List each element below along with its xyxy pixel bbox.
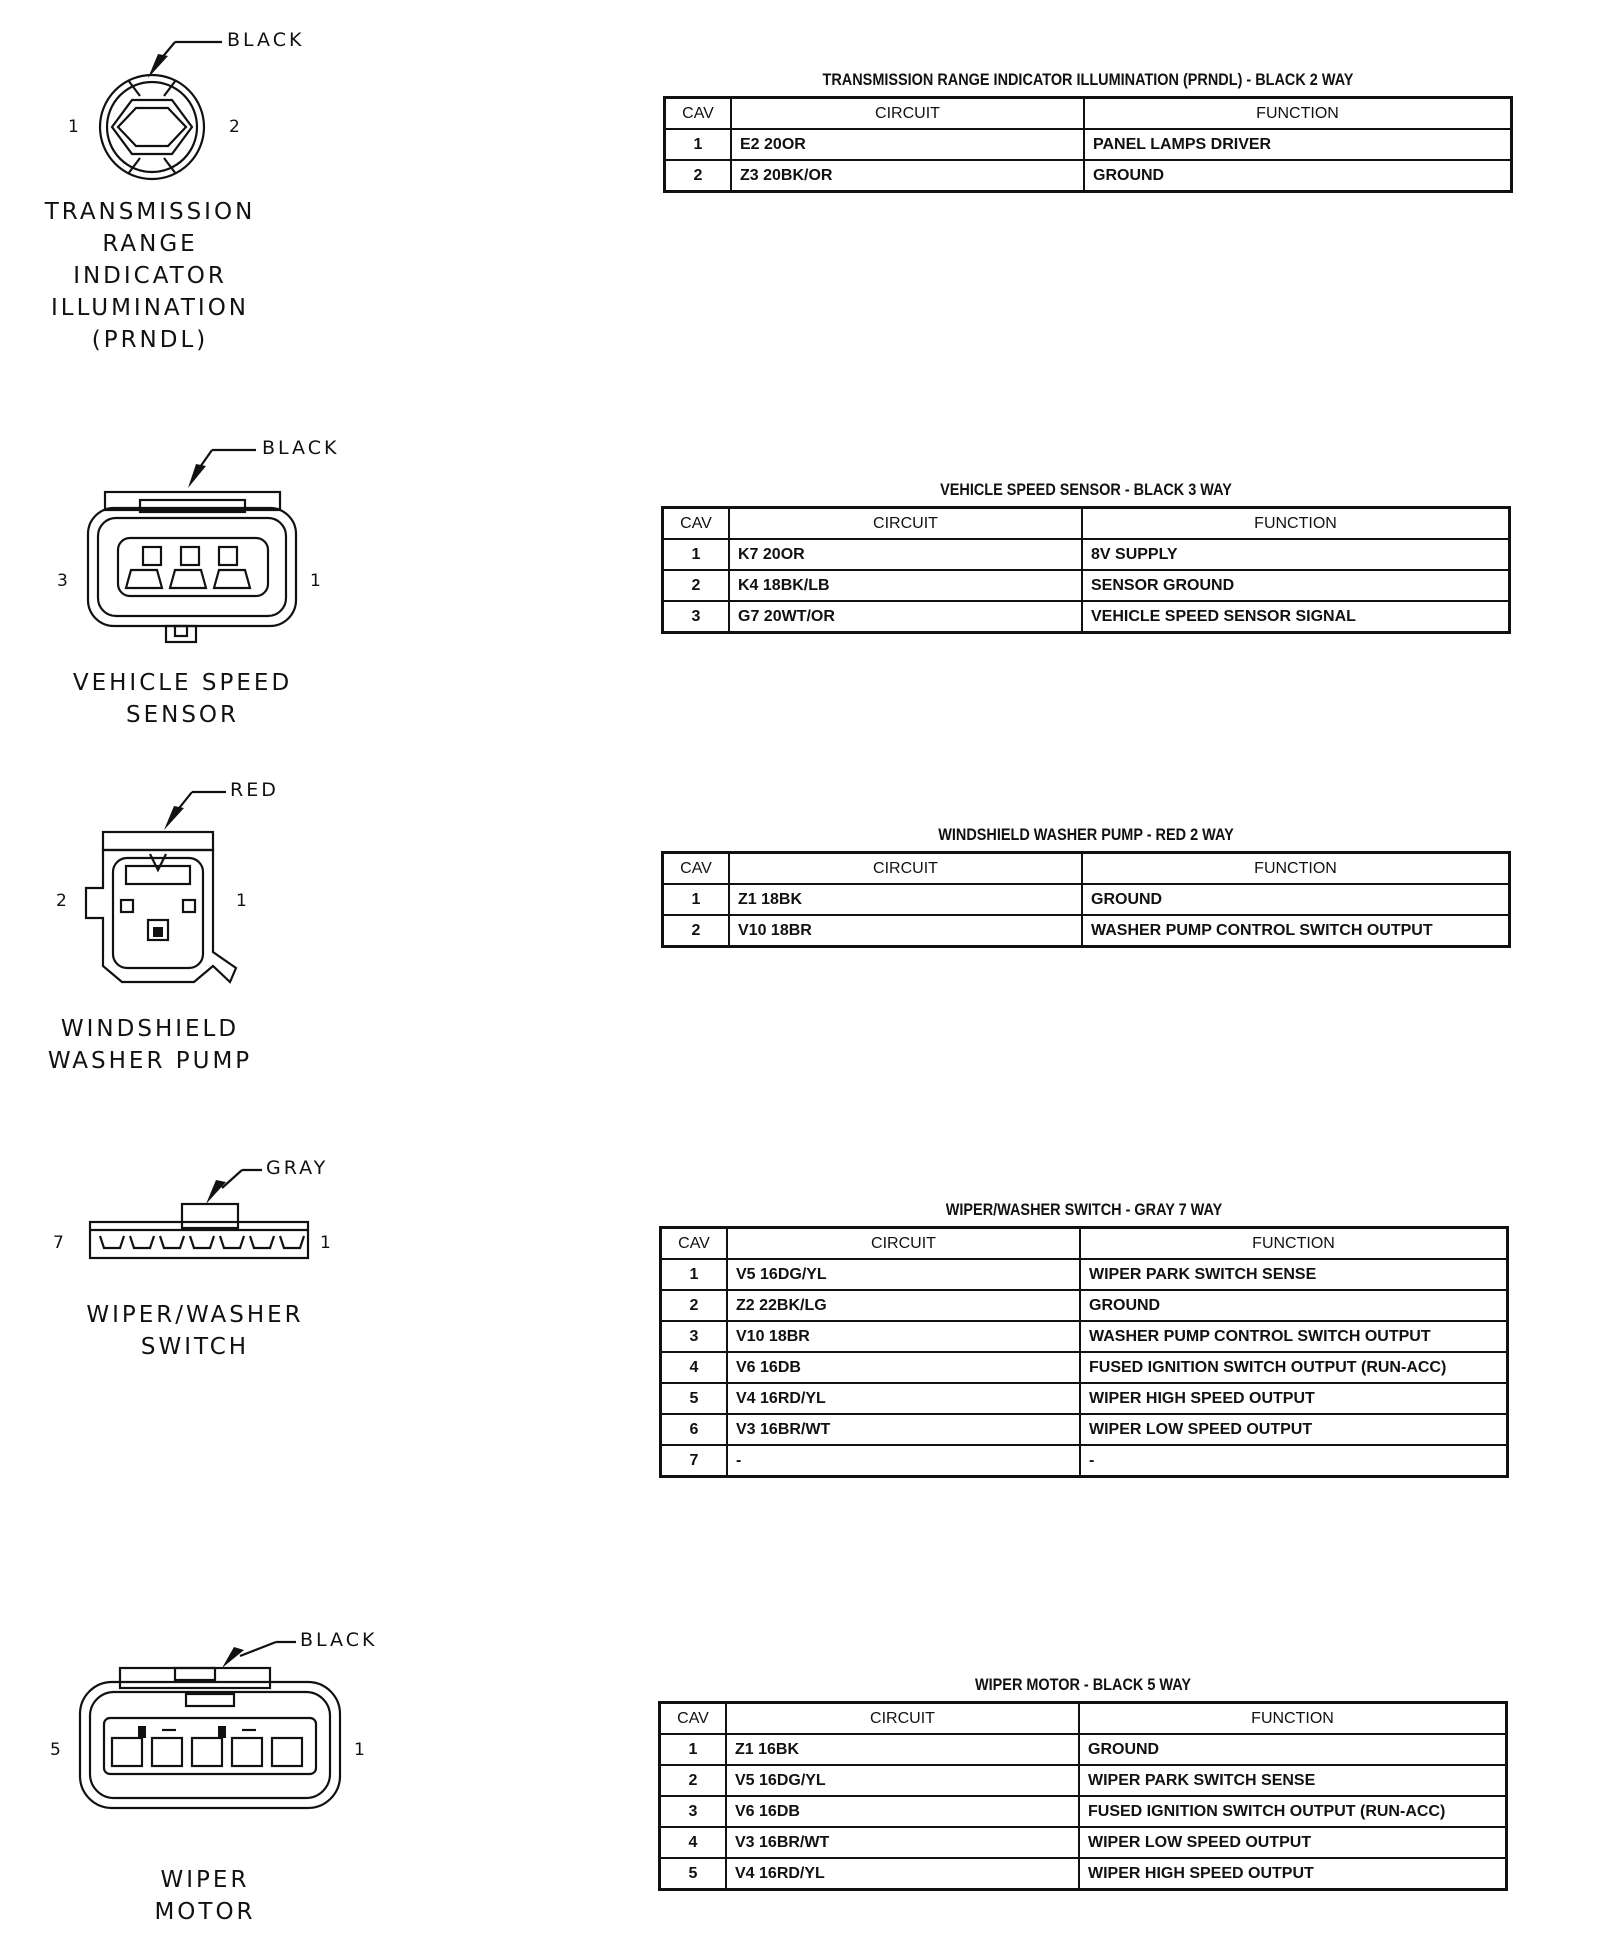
header-circuit: CIRCUIT — [726, 1703, 1079, 1735]
wiper-motor-pin-right: 1 — [354, 1740, 365, 1760]
table-row — [663, 884, 1510, 915]
table-row — [665, 129, 1512, 160]
cell-cav: 2 — [663, 570, 730, 601]
cell-circuit: V5 16DG/YL — [727, 1259, 1080, 1290]
wiper-switch-pin-left: 7 — [53, 1233, 64, 1253]
header-function: FUNCTION — [1084, 98, 1512, 130]
header-function: FUNCTION — [1082, 853, 1510, 885]
header-function: FUNCTION — [1080, 1228, 1508, 1260]
cell-function: WIPER LOW SPEED OUTPUT — [1080, 1414, 1508, 1445]
vss-color-label: BLACK — [262, 437, 340, 459]
vss-connector-name: VEHICLE SPEED SENSOR — [72, 670, 293, 728]
cell-cav: 3 — [660, 1796, 727, 1827]
cell-function: PANEL LAMPS DRIVER — [1084, 129, 1512, 160]
table-row — [661, 1352, 1508, 1383]
header-circuit: CIRCUIT — [727, 1228, 1080, 1260]
cell-circuit: E2 20OR — [731, 129, 1084, 160]
connector-drawing-wiperswitch — [0, 1140, 400, 1400]
header-circuit: CIRCUIT — [729, 853, 1082, 885]
cell-cav: 1 — [660, 1734, 727, 1765]
wiper-motor-table-block — [658, 1675, 1508, 1891]
table-row — [661, 1414, 1508, 1445]
washer-pump-table-block — [661, 825, 1511, 948]
table-row — [661, 1259, 1508, 1290]
wiper-motor-pin-left: 5 — [50, 1740, 61, 1760]
connector-drawing-vss — [0, 420, 400, 750]
cell-circuit: V6 16DB — [726, 1796, 1079, 1827]
cell-circuit: V10 18BR — [729, 915, 1082, 947]
wiper-switch-table-block — [659, 1200, 1509, 1478]
table-row — [660, 1858, 1507, 1890]
table-row — [660, 1765, 1507, 1796]
connector-section-vss — [0, 420, 1600, 750]
washer-pump-pinout-table — [661, 851, 1511, 948]
prndl-pin-left: 1 — [68, 117, 79, 137]
prndl-table-title: TRANSMISSION RANGE INDICATOR ILLUMINATION (PRNDL) - BLACK 2 WAY — [822, 70, 1354, 89]
wiper-switch-connector-name: WIPER/WASHER SWITCH — [86, 1302, 304, 1360]
wiper-switch-table-title: WIPER/WASHER SWITCH - GRAY 7 WAY — [945, 1200, 1223, 1219]
wiper-motor-color-label: BLACK — [300, 1629, 378, 1651]
connector-drawing-prndl — [0, 0, 400, 380]
cell-circuit: Z1 16BK — [726, 1734, 1079, 1765]
cell-cav: 5 — [661, 1383, 728, 1414]
cell-circuit: K7 20OR — [729, 539, 1082, 570]
cell-cav: 3 — [663, 601, 730, 633]
cell-function: WASHER PUMP CONTROL SWITCH OUTPUT — [1082, 915, 1510, 947]
cell-cav: 1 — [663, 539, 730, 570]
vss-pin-left: 3 — [57, 571, 68, 591]
washer-pump-pin-left: 2 — [56, 891, 67, 911]
cell-cav: 2 — [661, 1290, 728, 1321]
connector-drawing-wipermotor — [0, 1610, 400, 1956]
connector-section-washer — [0, 770, 1600, 1100]
cell-function: WIPER PARK SWITCH SENSE — [1080, 1259, 1508, 1290]
prndl-pinout-table — [663, 96, 1513, 193]
cell-cav: 1 — [665, 129, 732, 160]
connector-drawing-washer — [0, 770, 400, 1100]
cell-circuit: K4 18BK/LB — [729, 570, 1082, 601]
table-row — [661, 1445, 1508, 1477]
header-cav: CAV — [665, 98, 732, 130]
cell-cav: 2 — [663, 915, 730, 947]
cell-circuit: V10 18BR — [727, 1321, 1080, 1352]
header-cav: CAV — [663, 508, 730, 540]
cell-circuit: V6 16DB — [727, 1352, 1080, 1383]
cell-cav: 4 — [661, 1352, 728, 1383]
cell-circuit: V3 16BR/WT — [726, 1827, 1079, 1858]
cell-circuit: V4 16RD/YL — [727, 1383, 1080, 1414]
prndl-table-block — [663, 70, 1513, 193]
header-circuit: CIRCUIT — [729, 508, 1082, 540]
cell-cav: 6 — [661, 1414, 728, 1445]
header-circuit: CIRCUIT — [731, 98, 1084, 130]
header-cav: CAV — [661, 1228, 728, 1260]
wiper-switch-color-label: GRAY — [266, 1157, 329, 1179]
table-row — [660, 1827, 1507, 1858]
cell-circuit: G7 20WT/OR — [729, 601, 1082, 633]
table-row — [660, 1734, 1507, 1765]
table-row — [665, 160, 1512, 192]
cell-function: 8V SUPPLY — [1082, 539, 1510, 570]
connector-section-wiperswitch — [0, 1140, 1600, 1560]
wiper-motor-pinout-table — [658, 1701, 1508, 1891]
vss-table-block — [661, 480, 1511, 634]
cell-function: SENSOR GROUND — [1082, 570, 1510, 601]
header-cav: CAV — [663, 853, 730, 885]
vss-pinout-table — [661, 506, 1511, 634]
cell-circuit: Z1 18BK — [729, 884, 1082, 915]
cell-function: - — [1080, 1445, 1508, 1477]
vss-table-title: VEHICLE SPEED SENSOR - BLACK 3 WAY — [940, 480, 1232, 499]
table-row — [661, 1290, 1508, 1321]
cell-circuit: Z2 22BK/LG — [727, 1290, 1080, 1321]
cell-cav: 2 — [665, 160, 732, 192]
table-row — [663, 915, 1510, 947]
cell-cav: 2 — [660, 1765, 727, 1796]
wiper-motor-table-title: WIPER MOTOR - BLACK 5 WAY — [975, 1675, 1191, 1694]
header-function: FUNCTION — [1079, 1703, 1507, 1735]
washer-pump-table-title: WINDSHIELD WASHER PUMP - RED 2 WAY — [938, 825, 1234, 844]
connector-section-prndl — [0, 0, 1600, 380]
washer-pump-connector-name: WINDSHIELD WASHER PUMP — [47, 1016, 253, 1074]
cell-function: WASHER PUMP CONTROL SWITCH OUTPUT — [1080, 1321, 1508, 1352]
cell-circuit: Z3 20BK/OR — [731, 160, 1084, 192]
cell-circuit: V4 16RD/YL — [726, 1858, 1079, 1890]
vss-pin-right: 1 — [310, 571, 321, 591]
prndl-pin-right: 2 — [229, 117, 240, 137]
cell-function: WIPER HIGH SPEED OUTPUT — [1080, 1383, 1508, 1414]
header-function: FUNCTION — [1082, 508, 1510, 540]
washer-pump-pin-right: 1 — [236, 891, 247, 911]
cell-function: WIPER PARK SWITCH SENSE — [1079, 1765, 1507, 1796]
prndl-color-label: BLACK — [227, 29, 305, 51]
table-row — [660, 1796, 1507, 1827]
cell-function: GROUND — [1080, 1290, 1508, 1321]
cell-function: GROUND — [1084, 160, 1512, 192]
table-row — [661, 1383, 1508, 1414]
cell-function: FUSED IGNITION SWITCH OUTPUT (RUN-ACC) — [1079, 1796, 1507, 1827]
cell-circuit: - — [727, 1445, 1080, 1477]
cell-cav: 1 — [661, 1259, 728, 1290]
cell-circuit: V3 16BR/WT — [727, 1414, 1080, 1445]
header-cav: CAV — [660, 1703, 727, 1735]
washer-color-label: RED — [230, 779, 279, 801]
cell-function: WIPER HIGH SPEED OUTPUT — [1079, 1858, 1507, 1890]
cell-cav: 4 — [660, 1827, 727, 1858]
wiper-switch-pinout-table — [659, 1226, 1509, 1478]
cell-function: VEHICLE SPEED SENSOR SIGNAL — [1082, 601, 1510, 633]
prndl-connector-name: TRANSMISSION RANGE INDICATOR ILLUMINATION (PRNDL) — [44, 199, 256, 353]
cell-circuit: V5 16DG/YL — [726, 1765, 1079, 1796]
table-row — [663, 601, 1510, 633]
cell-function: WIPER LOW SPEED OUTPUT — [1079, 1827, 1507, 1858]
cell-cav: 1 — [663, 884, 730, 915]
table-row — [663, 570, 1510, 601]
table-row — [661, 1321, 1508, 1352]
connector-section-wipermotor — [0, 1610, 1600, 1956]
wiper-switch-pin-right: 1 — [320, 1233, 331, 1253]
cell-cav: 3 — [661, 1321, 728, 1352]
cell-cav: 5 — [660, 1858, 727, 1890]
cell-function: GROUND — [1082, 884, 1510, 915]
cell-function: GROUND — [1079, 1734, 1507, 1765]
cell-function: FUSED IGNITION SWITCH OUTPUT (RUN-ACC) — [1080, 1352, 1508, 1383]
cell-cav: 7 — [661, 1445, 728, 1477]
table-row — [663, 539, 1510, 570]
wiper-motor-connector-name: WIPER MOTOR — [154, 1867, 256, 1925]
